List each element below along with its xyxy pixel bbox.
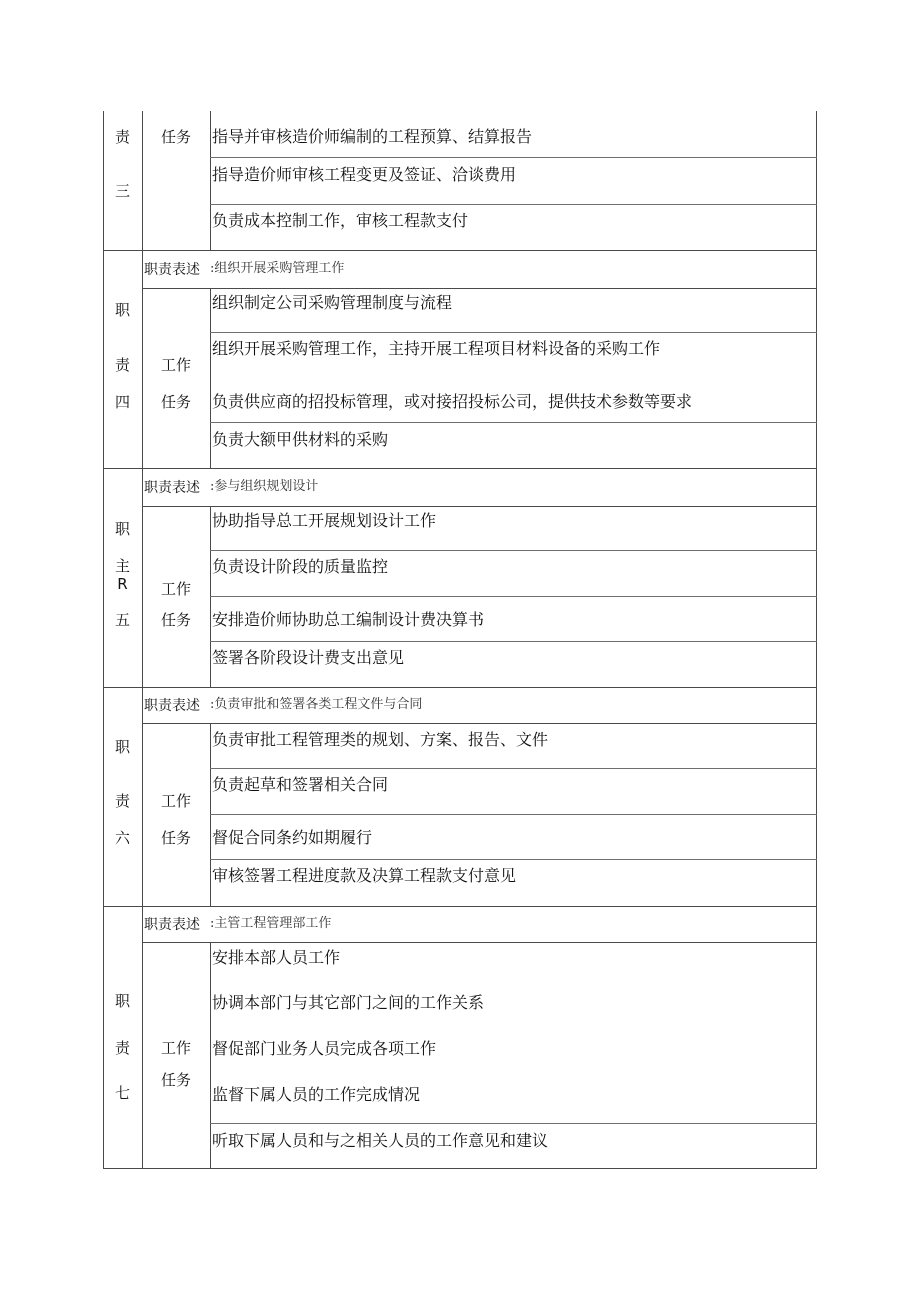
duty-side-char: 职 [114,520,130,538]
desc-row-border [142,506,817,507]
duty-side-char: 责 [114,1039,130,1057]
task-item: 协助指导总工开展规划设计工作 [212,511,437,530]
duty-desc-label: 职责表述 [144,480,200,496]
duty-side-char: 三 [114,182,130,200]
duty-side-char: 责 [114,792,130,810]
task-row-border [210,641,817,642]
duty-side-char: 主 [114,557,130,575]
task-row-border [210,157,817,158]
duty-side-char: 职 [114,992,130,1010]
block-border [103,468,817,469]
task-row-border [210,550,817,551]
task-item: 签署各阶段设计费支出意见 [212,648,405,667]
desc-row-border [142,942,817,943]
col-divider-task [210,288,211,468]
duty-side-char: 责 [114,128,130,146]
desc-row-border [142,723,817,724]
desc-row-border [142,288,817,289]
task-label-clipped [142,1070,210,1089]
block-border [103,250,817,251]
task-item: 安排造价师协助总工编制设计费决算书 [212,610,485,629]
duty-desc-text: :参与组织规划设计 [210,479,319,494]
col-divider-task [210,111,211,250]
task-label: 工作 [160,356,191,374]
task-item: 听取下属人员和与之相关人员的工作意见和建议 [212,1131,549,1150]
task-row-border [210,204,817,205]
task-label: 任务 [160,611,191,629]
block-border [103,687,817,688]
task-item: 负责起草和签署相关合同 [212,775,389,794]
duty-desc-label: 职责表述 [144,917,200,933]
task-row-border [210,422,817,423]
task-label: 工作 [160,580,191,598]
task-item: 负责供应商的招投标管理，或对接招投标公司，提供技术参数等要求 [212,392,693,411]
task-item: 安排本部人员工作 [212,948,341,967]
block-border [103,906,817,907]
task-label: 工作 [160,792,191,810]
task-row-border [210,814,817,815]
duty-side-char: 职 [114,301,130,319]
task-item: 组织开展采购管理工作，主持开展工程项目材料设备的采购工作 [212,339,661,358]
task-item: 负责成本控制工作，审核工程款支付 [212,211,469,230]
duty-side-char: 七 [114,1084,130,1102]
duty-desc-label: 职责表述 [144,698,200,714]
task-label: 工作 [160,1039,191,1057]
task-row-border [210,768,817,769]
task-item: 组织制定公司采购管理制度与流程 [212,293,453,312]
duty-desc-text: :负责审批和签署各类工程文件与合同 [210,697,423,712]
task-label: 任务 [160,393,191,411]
task-label: 任务 [160,128,191,146]
task-item: 负责大额甲供材料的采购 [212,430,389,449]
task-item: 审核签署工程进度款及决算工程款支付意见 [212,866,517,885]
duty-side-char: 四 [114,393,130,411]
duty-side-char: 责 [114,356,130,374]
task-item: 协调本部门与其它部门之间的工作关系 [212,993,485,1012]
task-item: 指导并审核造价师编制的工程预算、结算报告 [212,127,533,146]
duty-desc-text: :组织开展采购管理工作 [210,261,345,276]
col-divider-task [210,942,211,1169]
task-item: 监督下属人员的工作完成情况 [212,1085,421,1104]
task-row-border [210,1123,817,1124]
duty-side-char: 五 [114,611,130,629]
task-item: 负责设计阶段的质量监控 [212,557,389,576]
duty-desc-label: 职责表述 [144,262,200,278]
duty-side-char: 职 [114,738,130,756]
task-label: 任务 [160,1071,191,1089]
table-right-border [816,111,817,1169]
duty-side-char: 六 [114,829,130,847]
duty-side-char: R [117,575,128,593]
col-divider-side [142,111,143,1169]
task-label: 任务 [160,829,191,847]
duty-desc-text: :主管工程管理部工作 [210,916,332,931]
task-row-border [210,332,817,333]
task-row-border [210,596,817,597]
block-border [103,1168,817,1169]
task-item: 指导造价师审核工程变更及签证、洽谈费用 [212,165,517,184]
task-item: 督促部门业务人员完成各项工作 [212,1039,437,1058]
task-item: 督促合同条约如期履行 [212,828,373,847]
task-row-border [210,859,817,860]
task-item: 负责审批工程管理类的规划、方案、报告、文件 [212,730,549,749]
